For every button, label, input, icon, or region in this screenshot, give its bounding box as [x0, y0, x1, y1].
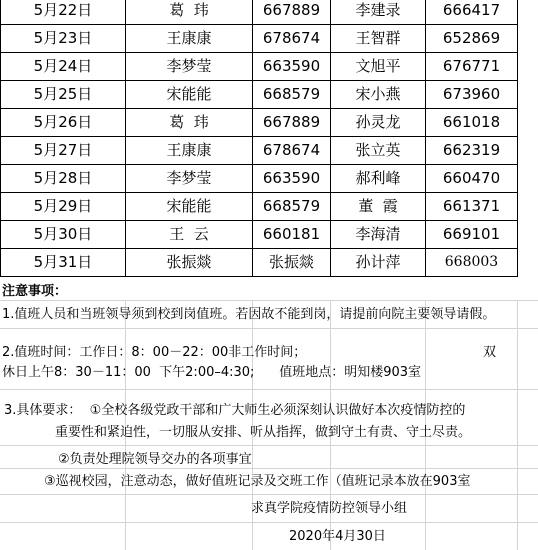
table-row [1, 165, 518, 193]
table-row [1, 81, 518, 109]
table-row [1, 249, 518, 277]
staff-name-cell: 孙计萍 [331, 249, 426, 277]
leader-name-cell: 张振燚 [126, 249, 253, 277]
note-item-2-line-1: 2.值班时间：工作日：8：00－22：00非工作时间； [2, 345, 307, 360]
leader-name-cell: 李梦莹 [126, 165, 253, 193]
note-item-3-line-2: 重要性和紧迫性，一切服从安排、听从指挥，做到守土有责、守土尽责。 [55, 425, 472, 440]
duty-date-cell: 5月24日 [1, 53, 126, 81]
leader-phone-cell: 667889 [253, 0, 331, 25]
leader-name-cell: 宋能能 [126, 81, 253, 109]
staff-name-cell: 李建录 [331, 0, 426, 25]
staff-phone-cell: 661018 [426, 109, 518, 137]
grid-line [0, 468, 538, 469]
staff-name-cell: 张立英 [331, 137, 426, 165]
leader-name-cell: 宋能能 [126, 193, 253, 221]
staff-phone-cell: 662319 [426, 137, 518, 165]
table-row [1, 0, 518, 25]
note-item-2-tail: 双 [483, 345, 497, 360]
signature-date: 2020年4月30日 [289, 529, 386, 544]
staff-name-cell: 孙灵龙 [331, 109, 426, 137]
duty-date-cell: 5月23日 [1, 25, 126, 53]
note-item-1: 1.值班人员和当班领导须到校到岗值班。若因故不能到岗，请提前向院主要领导请假。 [2, 307, 496, 322]
staff-name-cell: 李海清 [331, 221, 426, 249]
staff-phone-cell: 666417 [426, 0, 518, 25]
staff-phone-cell: 660470 [426, 165, 518, 193]
signature: 求真学院疫情防控领导小组 [251, 501, 408, 516]
leader-name-cell: 李梦莹 [126, 53, 253, 81]
leader-name-cell: 葛 玮 [126, 0, 253, 25]
staff-name-cell: 郝利峰 [331, 165, 426, 193]
grid-line [0, 389, 538, 390]
staff-name-cell: 王智群 [331, 25, 426, 53]
duty-date-cell: 5月22日 [1, 0, 126, 25]
notes-heading: 注意事项： [2, 284, 68, 299]
grid-line [0, 494, 538, 495]
table-row [1, 137, 518, 165]
leader-name-cell: 王康康 [126, 25, 253, 53]
grid-line [0, 300, 538, 301]
leader-name-cell: 葛 玮 [126, 109, 253, 137]
staff-phone-cell: 668003 [426, 249, 518, 277]
note-item-3-line-1: 3.具体要求： ①全校各级党政干部和广大师生必须深刻认识做好本次疫情防控的 [4, 403, 466, 418]
duty-date-cell: 5月25日 [1, 81, 126, 109]
staff-phone-cell: 669101 [426, 221, 518, 249]
leader-name-cell: 王康康 [126, 137, 253, 165]
leader-name-cell: 王 云 [126, 221, 253, 249]
table-row [1, 193, 518, 221]
staff-phone-cell: 652869 [426, 25, 518, 53]
note-item-3-sub-3: ③巡视校园，注意动态，做好值班记录及交班工作（值班记录本放在903室 [44, 474, 471, 489]
grid-line [517, 300, 518, 550]
grid-line [0, 328, 538, 329]
leader-phone-cell: 663590 [253, 165, 331, 193]
staff-phone-cell: 673960 [426, 81, 518, 109]
staff-name-cell: 董 霞 [331, 193, 426, 221]
leader-phone-cell: 668579 [253, 81, 331, 109]
leader-phone-cell: 张振燚 [253, 249, 331, 277]
duty-date-cell: 5月31日 [1, 249, 126, 277]
table-row [1, 25, 518, 53]
leader-phone-cell: 678674 [253, 25, 331, 53]
leader-phone-cell: 678674 [253, 137, 331, 165]
table-row [1, 221, 518, 249]
leader-phone-cell: 667889 [253, 109, 331, 137]
staff-name-cell: 文旭平 [331, 53, 426, 81]
duty-date-cell: 5月30日 [1, 221, 126, 249]
leader-phone-cell: 663590 [253, 53, 331, 81]
duty-date-cell: 5月27日 [1, 137, 126, 165]
duty-roster-body [1, 0, 518, 277]
grid-line [0, 445, 538, 446]
leader-phone-cell: 660181 [253, 221, 331, 249]
note-item-3-sub-2: ②负责处理院领导交办的各项事宜 [58, 452, 252, 467]
leader-phone-cell: 668579 [253, 193, 331, 221]
staff-phone-cell: 676771 [426, 53, 518, 81]
duty-date-cell: 5月28日 [1, 165, 126, 193]
table-row [1, 53, 518, 81]
note-item-2-line-2: 休日上午8：30－11：00 下午2:00–4:30; 值班地点：明知楼903室 [2, 365, 422, 380]
duty-roster-table [0, 0, 518, 277]
table-row [1, 109, 518, 137]
grid-line [0, 522, 538, 523]
staff-name-cell: 宋小燕 [331, 81, 426, 109]
duty-date-cell: 5月26日 [1, 109, 126, 137]
duty-date-cell: 5月29日 [1, 193, 126, 221]
staff-phone-cell: 661371 [426, 193, 518, 221]
